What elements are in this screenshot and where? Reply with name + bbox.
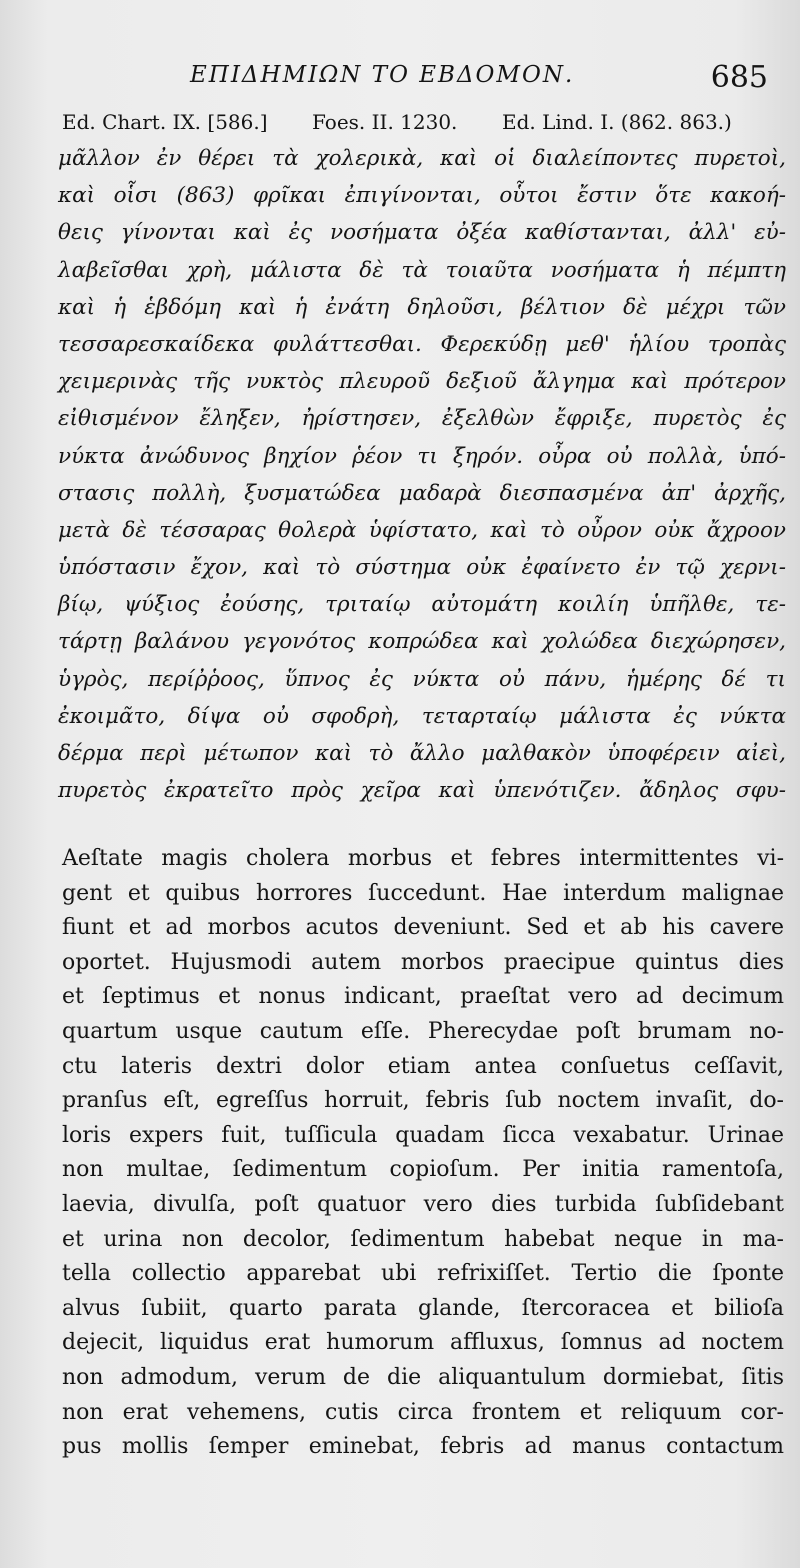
greek-text-line: βίῳ, ψύξιος ἐούσης, τριταίῳ αὐτομάτη κοιλίη ὑπῆλθε, τε- [58,592,786,618]
running-head-title: ΕΠΙΔΗΜΙΩΝ ΤΟ ΕΒΔΟΜΟΝ. [190,62,575,88]
greek-text-line: λαβεῖσθαι χρὴ, μάλιστα δὲ τὰ τοιαῦτα νοσήματα ἡ πέμπτη [58,257,786,283]
latin-text-line: Aeſtate magis cholera morbus et febres intermittentes vi- [62,846,784,871]
greek-text-block [58,140,786,809]
greek-text-line: ὑπόστασιν ἔχον, καὶ τὸ σύστημα οὐκ ἐφαίνετο ἐν τῷ χερνι- [58,555,786,581]
latin-text-line: alvus ſubiit, quarto parata glande, ſtercoracea et bilioſa [62,1295,784,1321]
greek-text-line: θεις γίνονται καὶ ἐς νοσήματα ὀξέα καθίστανται, ἀλλ' εὐ- [58,220,786,246]
greek-text-line: μετὰ δὲ τέσσαρας θολερὰ ὑφίστατο, καὶ τὸ οὖρον οὐκ ἄχροον [58,517,786,543]
greek-text-line: καὶ οἷσι (863) φρῖκαι ἐπιγίνονται, οὗτοι ἔστιν ὅτε κακοή- [58,183,786,209]
latin-text-line: pus mollis ſemper eminebat, febris ad manus contactum [62,1434,784,1460]
foesius-reference: Foes. II. 1230. [312,110,458,134]
latin-text-line: dejecit, liquidus erat humorum affluxus, ſomnus ad noctem [62,1330,784,1356]
latin-text-line: et urina non decolor, ſedimentum habebat neque in ma- [62,1226,784,1252]
latin-text-line: non admodum, verum de die aliquantulum dormiebat, ſitis [62,1364,784,1390]
running-head [0,58,800,98]
latin-text-line: laevia, divulſa, poſt quatuor vero dies turbida ſubſidebant [62,1191,784,1217]
edition-reference-line [62,110,782,134]
latin-text-line: quartum usque cautum eſſe. Pherecydae poſt brumam no- [62,1018,784,1044]
greek-text-line: χειμερινὰς τῆς νυκτὸς πλευροῦ δεξιοῦ ἄλγημα καὶ πρότερον [58,369,786,395]
greek-text-line: τάρτῃ βαλάνου γεγονότος κοπρώδεα καὶ χολώδεα διεχώρησεν, [58,629,786,655]
chartier-reference: Ed. Chart. IX. [586.] [62,110,268,134]
greek-text-line: πυρετὸς ἐκρατεῖτο πρὸς χεῖρα καὶ ὑπενότιζεν. ἄδηλος σφυ- [58,778,786,804]
greek-text-line: μᾶλλον ἐν θέρει τὰ χολερικὰ, καὶ οἱ διαλείποντες πυρετοὶ, [58,146,786,171]
page-number: 685 [710,60,768,95]
latin-text-line: et ſeptimus et nonus indicant, praeſtat vero ad decimum [62,984,784,1010]
greek-text-line: νύκτα ἀνώδυνος βηχίον ῥέον τι ξηρόν. οὖρα οὐ πολλὰ, ὑπό- [58,443,786,469]
latin-text-line: tella collectio apparebat ubi refrixiſſet. Tertio die ſponte [62,1261,784,1287]
latin-text-line: oportet. Hujusmodi autem morbos praecipue quintus dies [62,949,784,975]
latin-translation-block [62,842,784,1465]
latin-text-line: non multae, ſedimentum copioſum. Per initia ramentoſa, [62,1157,784,1183]
latin-text-line: ctu lateris dextri dolor etiam antea conſuetus ceſſavit, [62,1053,784,1079]
latin-text-line: non erat vehemens, cutis circa frontem et reliquum cor- [62,1399,784,1425]
latin-text-line: pranſus eſt, egreſſus horruit, febris ſub noctem invaſit, do- [62,1088,784,1114]
latin-text-line: gent et quibus horrores ſuccedunt. Hae interdum malignae [62,880,784,906]
latin-text-line: loris expers fuit, tuſſicula quadam ſicca vexabatur. Urinae [62,1122,784,1148]
greek-text-line: εἰθισμένον ἔληξεν, ἠρίστησεν, ἐξελθὼν ἔφριξε, πυρετὸς ἐς [58,406,786,432]
greek-text-line: καὶ ἡ ἑβδόμη καὶ ἡ ἐνάτη δηλοῦσι, βέλτιον δὲ μέχρι τῶν [58,294,786,320]
greek-text-line: στασις πολλὴ, ξυσματώδεα μαδαρὰ διεσπασμένα ἀπ' ἀρχῆς, [58,480,786,506]
linden-reference: Ed. Lind. I. (862. 863.) [502,110,732,134]
greek-text-line: δέρμα περὶ μέτωπον καὶ τὸ ἄλλο μαλθακὸν ὑποφέρειν αἰεὶ, [58,741,786,766]
greek-text-line: ὑγρὸς, περίῤῥοος, ὕπνος ἐς νύκτα οὐ πάνυ, ἡμέρης δέ τι [58,666,786,692]
greek-text-line: τεσσαρεσκαίδεκα φυλάττεσθαι. Φερεκύδῃ μεθ' ἡλίου τροπὰς [58,331,786,357]
greek-text-line: ἐκοιμᾶτο, δίψα οὐ σφοδρὴ, τεταρταίῳ μάλιστα ἐς νύκτα [58,703,786,729]
latin-text-line: fiunt et ad morbos acutos deveniunt. Sed et ab his cavere [62,915,784,941]
